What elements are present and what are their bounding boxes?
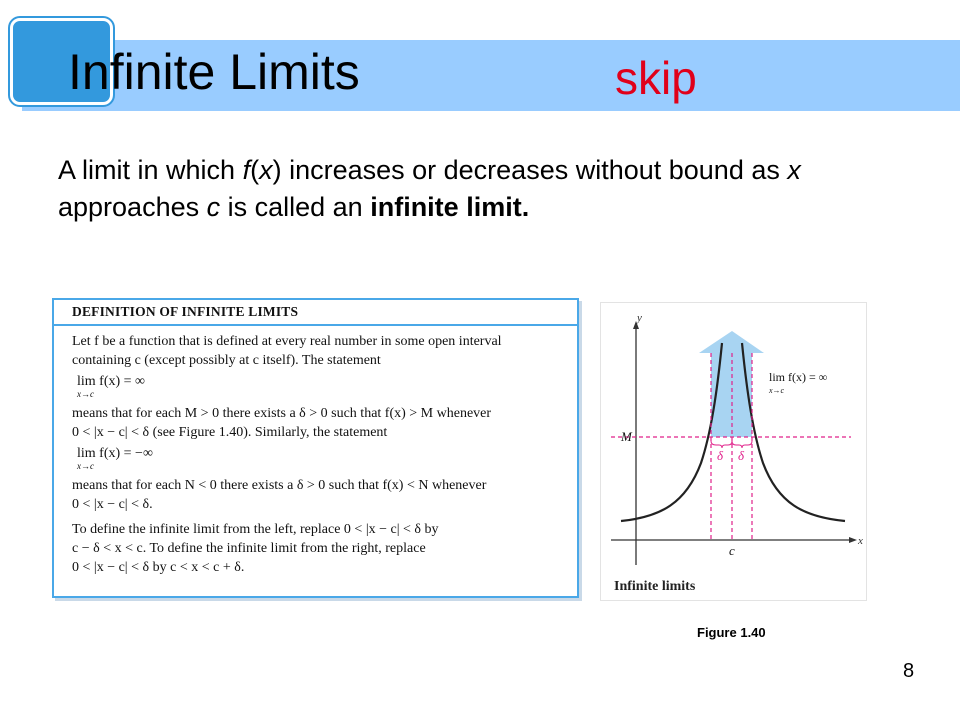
figure-graph [601,303,866,600]
intro-c: c [206,192,221,222]
def-p2-line2: 0 < |x − c| < δ (see Figure 1.40). Similarly, the statement [72,425,388,440]
lim2-sub: x→c [77,461,94,471]
limit-expression-2 [77,446,559,472]
skip-label: skip [615,52,697,104]
intro-x2: x [787,155,801,185]
definition-box [52,298,579,598]
slide-title: Infinite Limits [68,44,360,100]
intro-x: x [259,155,273,185]
m-label: M [621,429,632,444]
figure-limit-text: lim f(x) = ∞ [769,370,828,384]
intro-f: f [242,155,251,185]
y-axis-label: y [637,312,642,324]
intro-paragraph [58,152,898,226]
lim1-main: lim f(x) = ∞ [77,374,146,389]
def-p1-line2: containing c (except possibly at c itself). The statement [72,353,381,368]
intro-text-1: A limit in which [58,155,243,185]
intro-text-3: ) increases or decreases without bound as [272,155,788,185]
def-p3-line2: 0 < |x − c| < δ. [72,497,153,512]
figure-label: Figure 1.40 [697,625,766,640]
limit-expression-1 [77,374,559,400]
definition-heading: DEFINITION OF INFINITE LIMITS [54,300,577,326]
x-axis-arrowhead [849,537,857,543]
left-delta-brace [711,441,732,448]
intro-term-bold: infinite limit. [370,192,530,222]
figure-inner-caption: Infinite limits [614,579,696,594]
lim2-main: lim f(x) = −∞ [77,446,153,461]
figure-limit-sub: x→c [769,386,785,395]
right-delta-brace [732,441,752,448]
lim1-sub: x→c [77,389,94,399]
def-p1-line1: Let f be a function that is defined at every real number in some open interval [72,334,502,349]
c-label: c [729,543,735,558]
def-p3-line1: means that for each N < 0 there exists a δ > 0 such that f(x) < N whenever [72,478,487,493]
def-p2-line1: means that for each M > 0 there exists a δ > 0 such that f(x) > M whenever [72,406,492,421]
delta-right-label: δ [738,448,745,463]
infinite-limit-figure [600,302,867,601]
def-p4-line2: c − δ < x < c. To define the infinite limit from the right, replace [72,541,426,556]
intro-text-4: approaches [58,192,207,222]
intro-paren-open: ( [250,155,260,185]
delta-left-label: δ [717,448,724,463]
def-p4-line1: To define the infinite limit from the left, replace 0 < |x − c| < δ by [72,522,439,537]
page-number: 8 [903,660,915,682]
x-axis-label: x [858,535,863,547]
definition-body [54,326,577,577]
intro-text-5: is called an [220,192,371,222]
def-p4-line3: 0 < |x − c| < δ by c < x < c + δ. [72,560,245,575]
